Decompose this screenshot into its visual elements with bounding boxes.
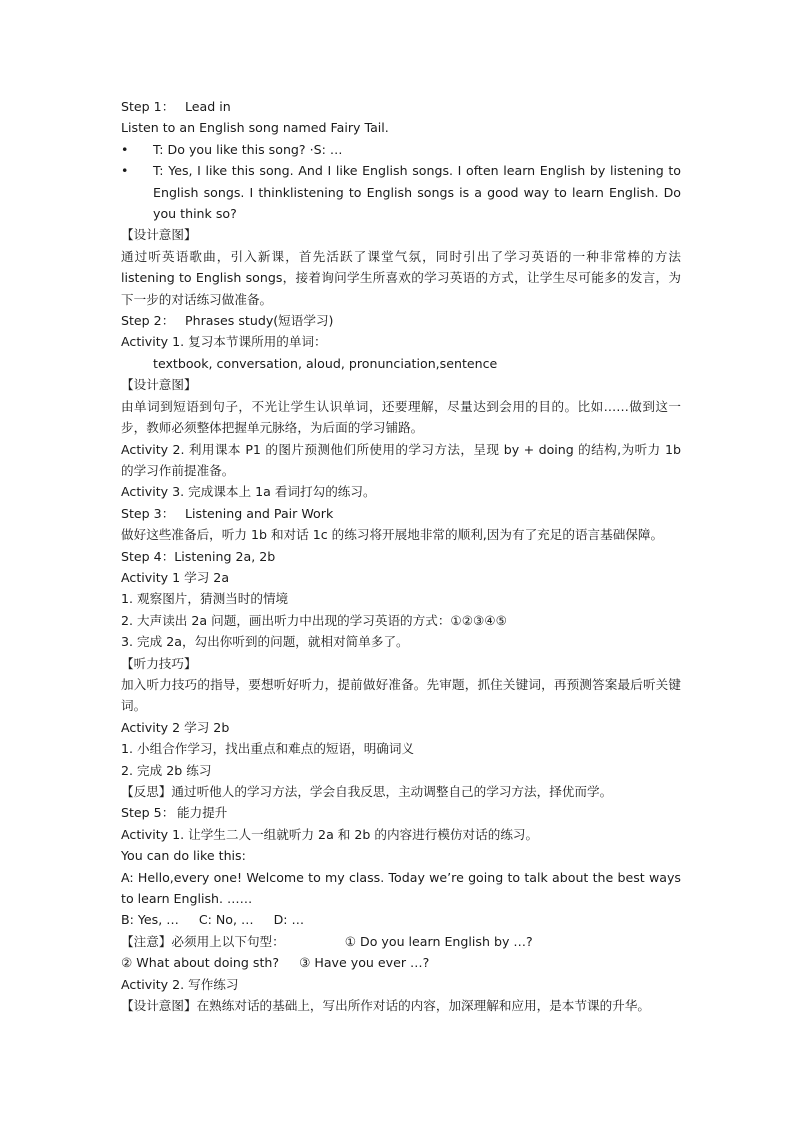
design-intent-body: 由单词到短语到句子，不光让学生认识单词，还要理解，尽量达到会用的目的。比如……做到这一步，教师必须整体把握单元脉络，为后面的学习铺路。 bbox=[121, 398, 681, 436]
list-item: 3. 完成 2a，勾出你听到的问题，就相对简单多了。 bbox=[121, 634, 409, 650]
listening-skill-heading: 【听力技巧】 bbox=[121, 655, 197, 671]
step5-activity2: Activity 2. 写作练习 bbox=[121, 976, 239, 992]
sentence-pattern-1: ① Do you learn English by …? bbox=[344, 933, 533, 949]
step1-label: Step 1： bbox=[121, 99, 175, 114]
lesson-plan-document bbox=[121, 96, 681, 1016]
step4-activity2: Activity 2 学习 2b bbox=[121, 719, 230, 735]
step2-title: Phrases study(短语学习) bbox=[185, 313, 334, 329]
sentence-patterns-line bbox=[121, 952, 681, 973]
step3-label: Step 3： bbox=[121, 505, 175, 521]
bullet-text: T: Do you like this song? ·S: … bbox=[153, 141, 343, 157]
step3-heading bbox=[121, 503, 681, 524]
step1-heading bbox=[121, 96, 681, 117]
design-intent-body: 通过听英语歌曲，引入新课，首先活跃了课堂气氛，同时引出了学习英语的一种非常棒的方法 listening to English songs，接着询问学生所喜欢的学习英语的方式，让学生尽可能多的发言，为下一步的对话练习做准备。 bbox=[121, 248, 681, 307]
dialogue-b: B: Yes, … bbox=[121, 912, 179, 928]
list-item bbox=[121, 139, 681, 160]
step5-heading bbox=[121, 802, 681, 823]
bullet-text: T: Yes, I like this song. And I like English songs. I often learn English by listening to English songs. I thinklistening to English songs is a good way to learn English. Do you think so? bbox=[153, 163, 681, 222]
step1-title: Lead in bbox=[185, 99, 231, 114]
step1-intro: Listen to an English song named Fairy Tail. bbox=[121, 120, 389, 136]
sentence-pattern-2: ② What about doing sth? bbox=[121, 955, 280, 971]
activity1: Activity 1. 复习本节课所用的单词： bbox=[121, 334, 327, 350]
step5-label: Step 5： bbox=[121, 805, 175, 821]
design-intent-heading: 【设计意图】 bbox=[121, 227, 197, 243]
activity3: Activity 3. 完成课本上 1a 看词打勾的练习。 bbox=[121, 484, 376, 500]
dialogue-c: C: No, … bbox=[198, 912, 254, 928]
reflection-note: 【反思】通过听他人的学习方法，学会自我反思，主动调整自己的学习方法，择优而学。 bbox=[121, 784, 613, 799]
bullet-icon: • bbox=[121, 141, 129, 157]
design-intent-final: 【设计意图】在熟练对话的基础上，写出所作对话的内容，加深理解和应用，是本节课的升华。 bbox=[121, 998, 650, 1014]
step5-title: 能力提升 bbox=[177, 805, 228, 821]
dialogue-d: D: … bbox=[273, 912, 305, 928]
dialogue-bcd bbox=[121, 909, 681, 930]
bullet-icon: • bbox=[121, 163, 129, 179]
list-item bbox=[121, 160, 681, 224]
list-item: 2. 大声读出 2a 问题，画出听力中出现的学习英语的方式：①②③④⑤ bbox=[121, 612, 507, 628]
list-item: 1. 观察图片，猜测当时的情境 bbox=[121, 591, 289, 607]
note-line bbox=[121, 931, 681, 952]
dialogue-a: A: Hello,every one! Welcome to my class. Today we’re going to talk about the best ways to learn English. …… bbox=[121, 869, 681, 907]
step2-label: Step 2： bbox=[121, 313, 175, 329]
step4-heading: Step 4：Listening 2a, 2b bbox=[121, 548, 276, 564]
note-heading: 【注意】必须用上以下句型： bbox=[121, 933, 285, 949]
listening-skill-body: 加入听力技巧的指导，要想听好听力，提前做好准备。先审题，抓住关键词，再预测答案最后听关键词。 bbox=[121, 676, 681, 714]
step3-title: Listening and Pair Work bbox=[185, 505, 334, 521]
step4-activity1: Activity 1 学习 2a bbox=[121, 569, 230, 585]
list-item: 1. 小组合作学习，找出重点和难点的短语，明确词义 bbox=[121, 741, 415, 757]
you-can-do-like-this: You can do like this: bbox=[121, 848, 246, 864]
list-item: 2. 完成 2b 练习 bbox=[121, 762, 212, 778]
design-intent-heading: 【设计意图】 bbox=[121, 377, 197, 393]
step2-heading bbox=[121, 310, 681, 331]
activity2: Activity 2. 利用课本 P1 的图片预测他们所使用的学习方法，呈现 by + doing 的结构,为听力 1b 的学习作前提准备。 bbox=[121, 441, 681, 478]
sentence-pattern-3: ③ Have you ever …? bbox=[299, 955, 430, 971]
vocabulary-words: textbook, conversation, aloud, pronunciation,sentence bbox=[153, 355, 498, 371]
step3-body: 做好这些准备后，听力 1b 和对话 1c 的练习将开展地非常的顺利,因为有了充足的语言基础保障。 bbox=[121, 527, 664, 543]
step5-activity1: Activity 1. 让学生二人一组就听力 2a 和 2b 的内容进行模仿对话的练习。 bbox=[121, 826, 539, 842]
